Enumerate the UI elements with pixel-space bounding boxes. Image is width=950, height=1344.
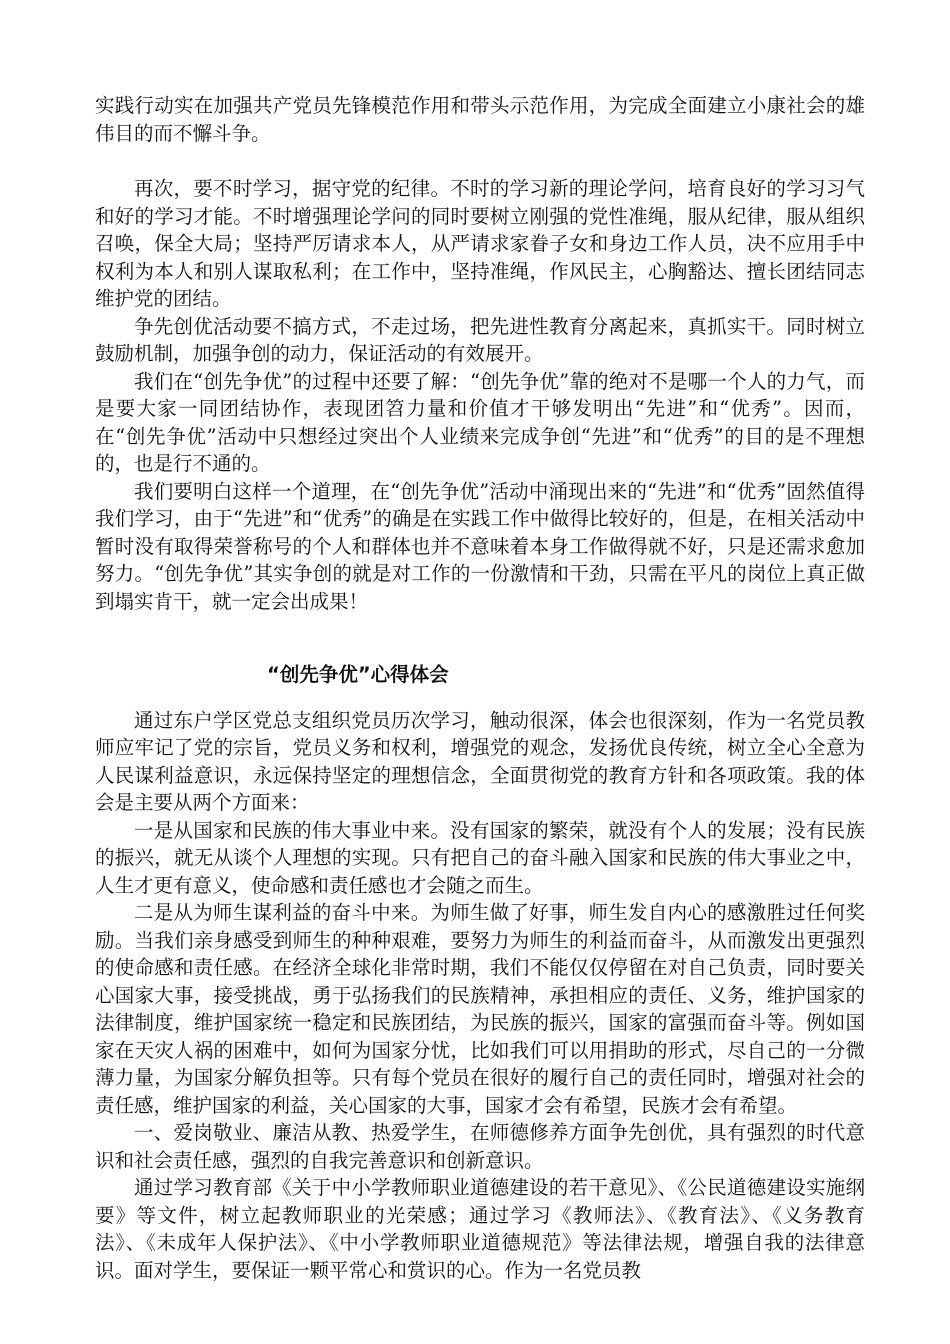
paragraph: 我们要明白这样一个道理，在“创先争优”活动中涌现出来的“先进”和“优秀”固然值得我们学习，由于“先进”和“优秀”的确是在实践工作中做得比较好的，但是，在相关活动中暂时没有取得荣誉称号的个人和群体也并不意味着本身工作做得就不好，只是还需求愈加努力。“创先争优”其实争创的就是对工作的一份激情和干劲，只需在平凡的岗位上真正做到塌实肯干，就一定会出成果！	[95, 479, 865, 613]
document-page	[95, 92, 865, 1284]
paragraph: 再次，要不时学习，据守党的纪律。不时的学习新的理论学问，培育良好的学习习气和好的学习才能。不时增强理论学问的同时要树立刚强的党性准绳，服从纪律，服从组织召唤，保全大局；坚持严厉请求本人，从严请求家眷子女和身边工作人员，决不应用手中权利为本人和别人谋取私利；在工作中，坚持准绳，作风民主，心胸豁达、擅长团结同志维护党的团结。	[95, 177, 865, 310]
paragraph: 实践行动实在加强共产党员先锋模范作用和带头示范作用，为完成全面建立小康社会的雄伟目的而不懈斗争。	[95, 94, 865, 145]
section-title: “创先争优”心得体会	[267, 663, 449, 686]
paragraph: 通过学习教育部《关于中小学教师职业道德建设的若干意见》、《公民道德建设实施纲要》等文件，树立起教师职业的光荣感；通过学习《教师法》、《教育法》、《义务教育法》、《未成年人保护法》、《中小学教师职业道德规范》等法律法规，增强自我的法律意识。面对学生，要保证一颗平常心和赏识的心。作为一名党员教	[95, 1176, 865, 1282]
paragraph: 我们在“创先争优”的过程中还要了解：“创先争优”靠的绝对不是哪一个人的力气，而是要大家一同团结协作，表现团笤力量和价值才干够发明出“先进”和“优秀”。因而，在“创先争优”活动中只想经过突出个人业绩来完成争创“先进”和“优秀”的目的是不理想的，也是行不通的。	[95, 369, 865, 475]
paragraph: 一、爱岗敬业、廉洁从教、热爱学生，在师德修养方面争先创优，具有强烈的时代意识和社会责任感，强烈的自我完善意识和创新意识。	[95, 1121, 865, 1172]
paragraph: 争先创优活动要不搞方式，不走过场，把先进性教育分离起来，真抓实干。同时树立鼓励机制，加强争创的动力，保证活动的有效展开。	[95, 314, 865, 365]
paragraph: 通过东户学区党总支组织党员历次学习，触动很深，体会也很深刻，作为一名党员教师应牢记了党的宗旨，党员义务和权利，增强党的观念，发扬优良传统，树立全心全意为人民谋利益意识，永远保持坚定的理想信念，全面贯彻党的教育方针和各项政策。我的体会是主要从两个方面来：	[95, 708, 865, 814]
paragraph: 一是从国家和民族的伟大事业中来。没有国家的繁荣，就没有个人的发展；没有民族的振兴，就无从谈个人理想的实现。只有把自己的奋斗融入国家和民族的伟大事业之中，人生才更有意义，使命感和责任感也才会随之而生。	[95, 818, 865, 897]
paragraph: 二是从为师生谋利益的奋斗中来。为师生做了好事，师生发自内心的感激胜过任何奖励。当我们亲身感受到师生的种种艰难，要努力为师生的利益而奋斗，从而激发出更强烈的使命感和责任感。在经济全球化非常时期，我们不能仅仅停留在对自己负责，同时要关心国家大事，接受挑战，勇于弘扬我们的民族精神，承担相应的责任、义务，维护国家的法律制度，维护国家统一稳定和民族团结，为民族的振兴，国家的富强而奋斗等。例如国家在天灾人祸的困难中，如何为国家分忧，比如我们可以用捐助的形式，尽自己的一分微薄力量，为国家分解负担等。只有每个党员在很好的履行自己的责任同时，增强对社会的责任感，维护国家的利益，关心国家的大事，国家才会有希望，民族才会有希望。	[95, 901, 865, 1117]
